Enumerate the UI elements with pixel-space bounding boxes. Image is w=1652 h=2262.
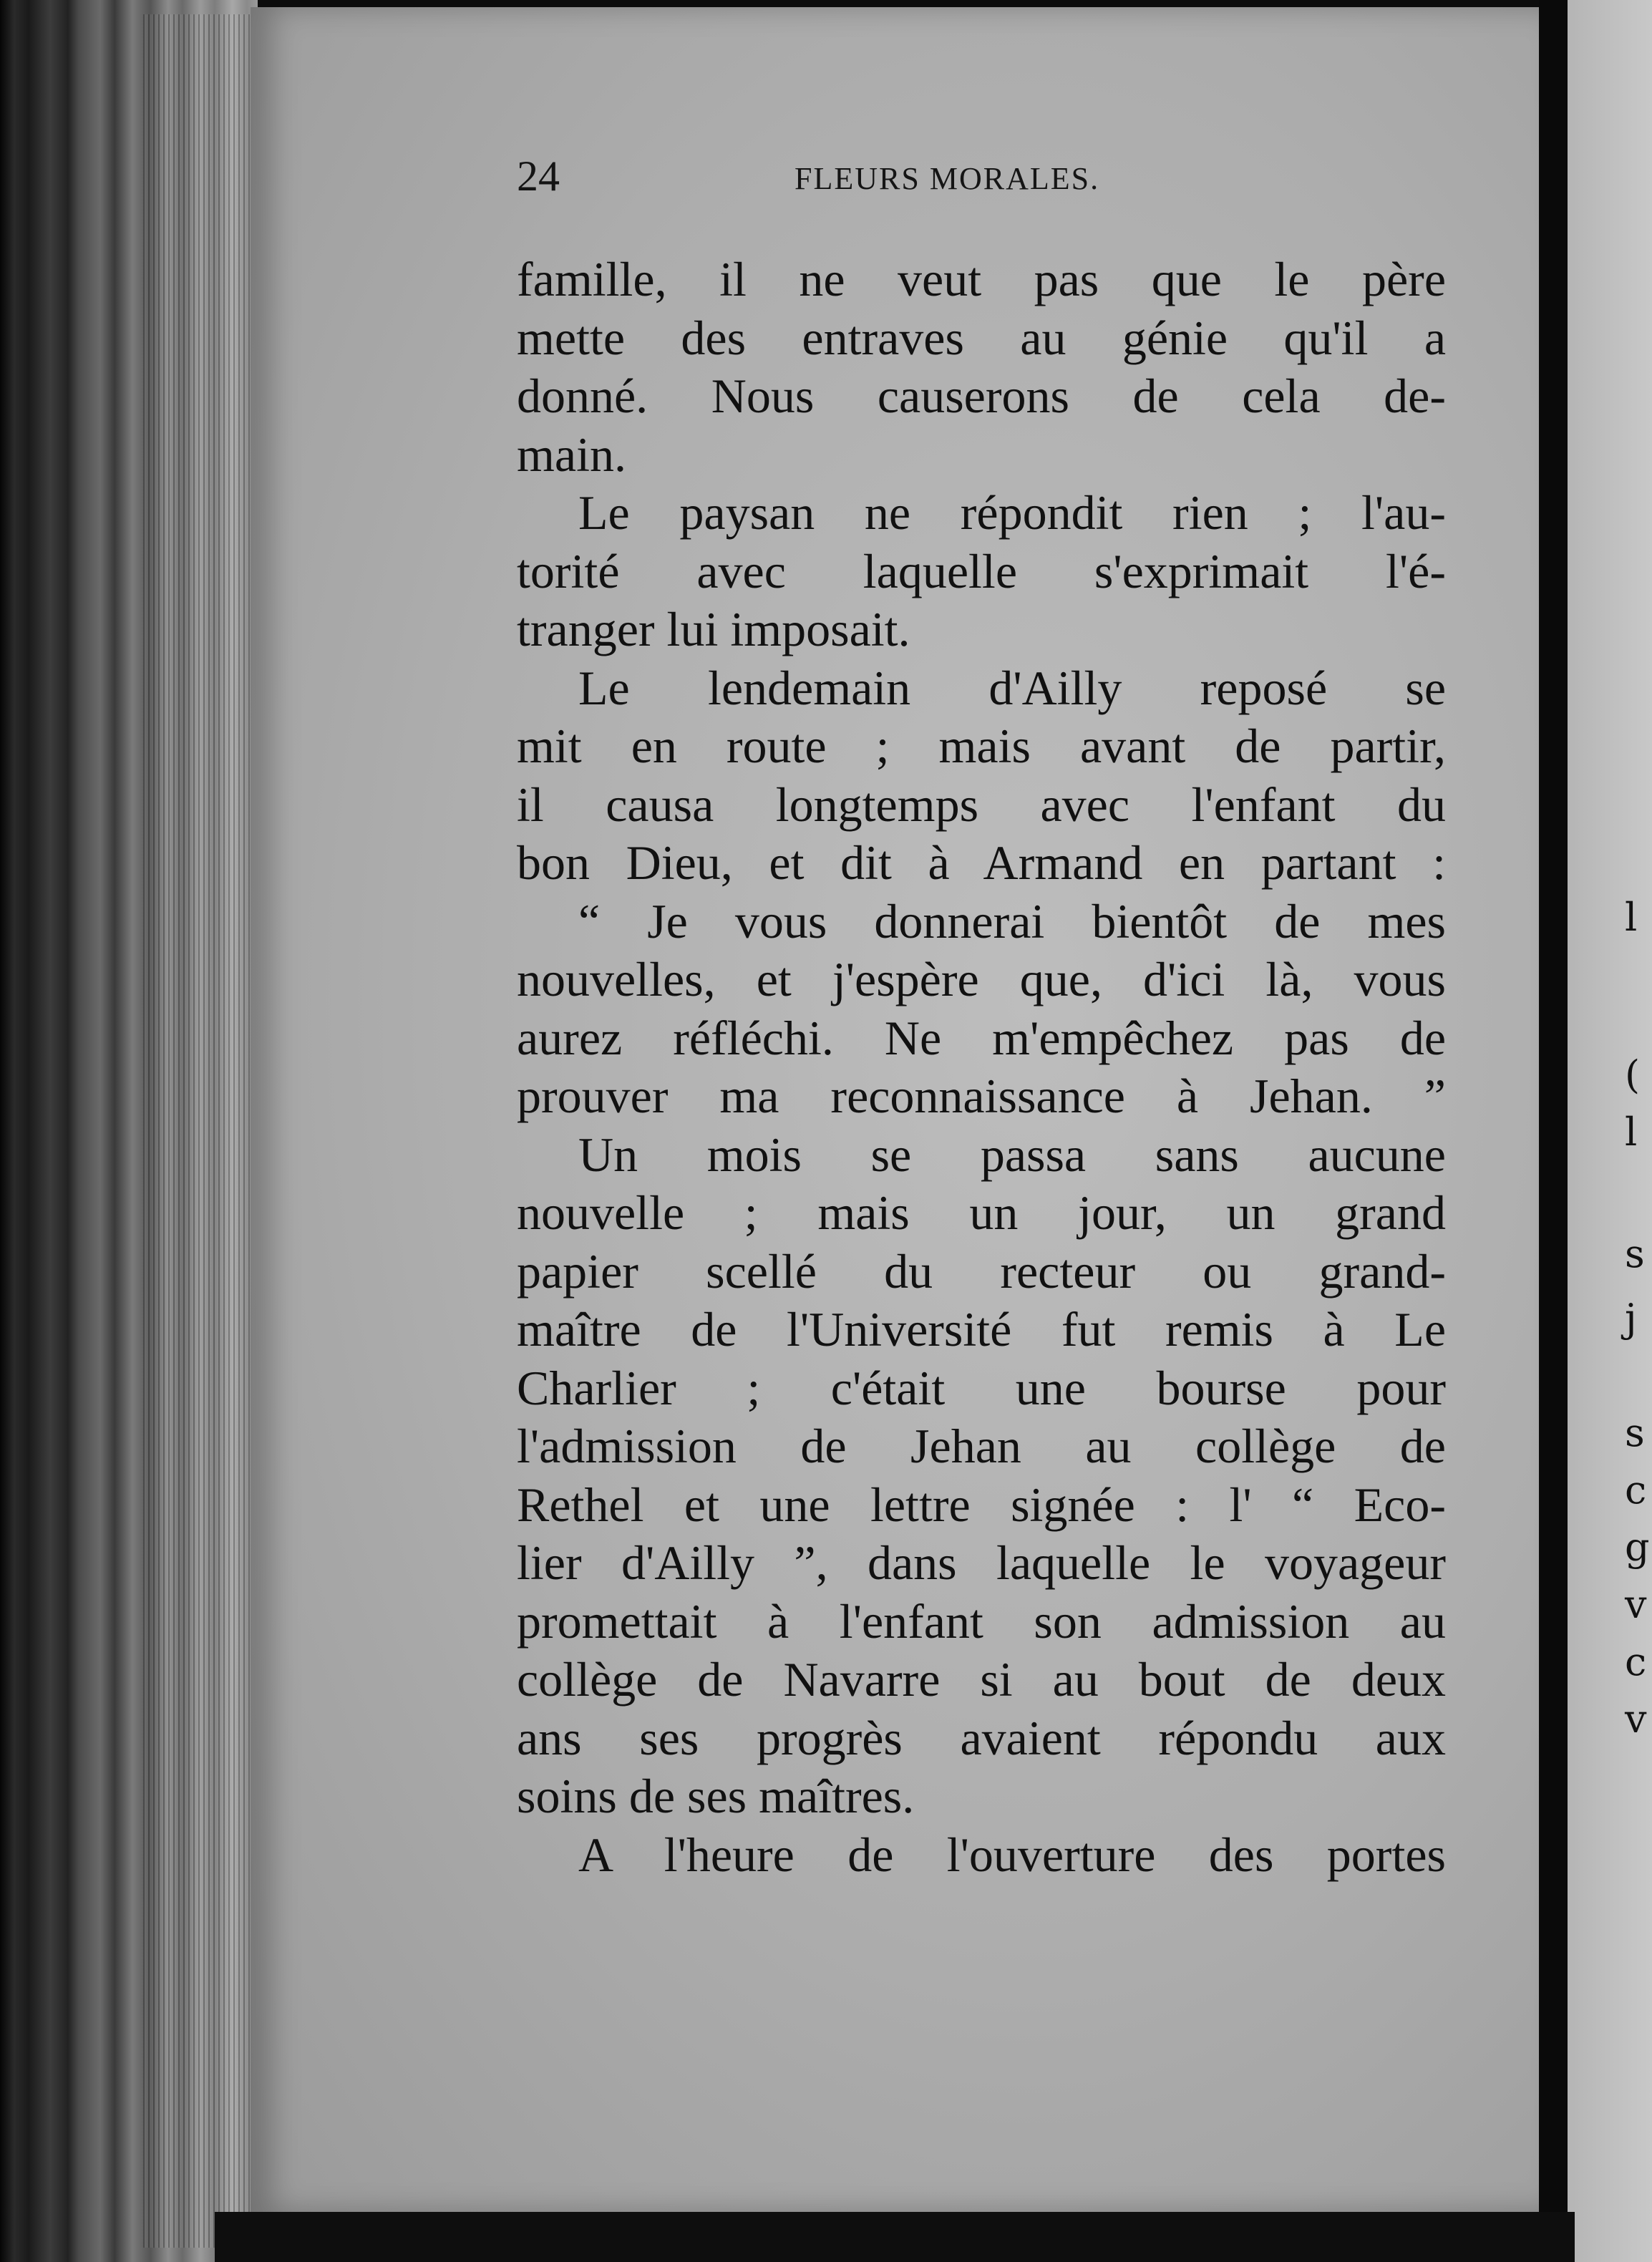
text-line: bon Dieu, et dit à Armand en partant : <box>517 835 1446 890</box>
text-line: aurez réfléchi. Ne m'empêchez pas de <box>517 1010 1446 1065</box>
adjacent-letter: ( <box>1625 1052 1641 1097</box>
adjacent-letter: j <box>1625 1296 1637 1341</box>
adjacent-letter: s <box>1625 1231 1645 1276</box>
text-line: main. <box>517 427 626 482</box>
text-line: mit en route ; mais avant de partir, <box>517 719 1446 773</box>
text-line: prouver ma reconnaissance à Jehan. ” <box>517 1069 1446 1123</box>
text-line: mette des entraves au génie qu'il a <box>517 310 1446 365</box>
adjacent-letter: l <box>1625 1110 1638 1155</box>
text-line: nouvelles, et j'espère que, d'ici là, vous <box>517 952 1446 1006</box>
text-line: Le paysan ne répondit rien ; l'au- <box>578 485 1446 540</box>
adjacent-page-text <box>1625 0 1652 2262</box>
body-text <box>517 251 1446 1884</box>
bottom-shadow <box>215 2212 1575 2262</box>
text-line: tranger lui imposait. <box>517 602 910 656</box>
text-line: torité avec laquelle s'exprimait l'é- <box>517 543 1446 598</box>
text-line: Rethel et une lettre signée : l' “ Eco- <box>517 1477 1446 1532</box>
text-line: collège de Navarre si au bout de deux <box>517 1652 1446 1707</box>
gutter-shadow <box>1539 0 1568 2262</box>
text-line: “ Je vous donnerai bientôt de mes <box>578 893 1446 948</box>
text-line: Charlier ; c'était une bourse pour <box>517 1360 1446 1415</box>
text-line: Le lendemain d'Ailly reposé se <box>578 660 1446 715</box>
text-line: donné. Nous causerons de cela de- <box>517 369 1446 423</box>
page-edge-lines <box>143 14 251 2248</box>
page-number: 24 <box>517 152 560 200</box>
text-line: famille, il ne veut pas que le père <box>517 252 1446 306</box>
text-line: il causa longtemps avec l'enfant du <box>517 777 1446 832</box>
page-header <box>517 152 1447 202</box>
text-line: soins de ses maîtres. <box>517 1769 915 1823</box>
text-line: nouvelle ; mais un jour, un grand <box>517 1185 1446 1240</box>
text-line: l'admission de Jehan au collège de <box>517 1419 1446 1473</box>
running-title: FLEURS MORALES. <box>795 161 1100 196</box>
adjacent-letter: g <box>1625 1525 1650 1570</box>
adjacent-letter: c <box>1625 1467 1647 1513</box>
adjacent-letter: l <box>1625 895 1638 940</box>
text-line: maître de l'Université fut remis à Le <box>517 1302 1446 1356</box>
page-edges <box>0 0 258 2262</box>
text-line: promettait à l'enfant son admission au <box>517 1593 1446 1649</box>
text-line: A l'heure de l'ouverture des portes <box>578 1827 1446 1882</box>
text-line: papier scellé du recteur ou grand- <box>517 1243 1446 1299</box>
adjacent-letter: s <box>1625 1410 1645 1455</box>
adjacent-letter: v <box>1625 1582 1647 1627</box>
text-line: lier d'Ailly ”, dans laquelle le voyageur <box>517 1535 1446 1590</box>
adjacent-letter: v <box>1625 1696 1647 1742</box>
text-line: ans ses progrès avaient répondu aux <box>517 1710 1446 1765</box>
text-line: Un mois se passa sans aucune <box>578 1127 1446 1182</box>
adjacent-letter: c <box>1625 1639 1647 1684</box>
